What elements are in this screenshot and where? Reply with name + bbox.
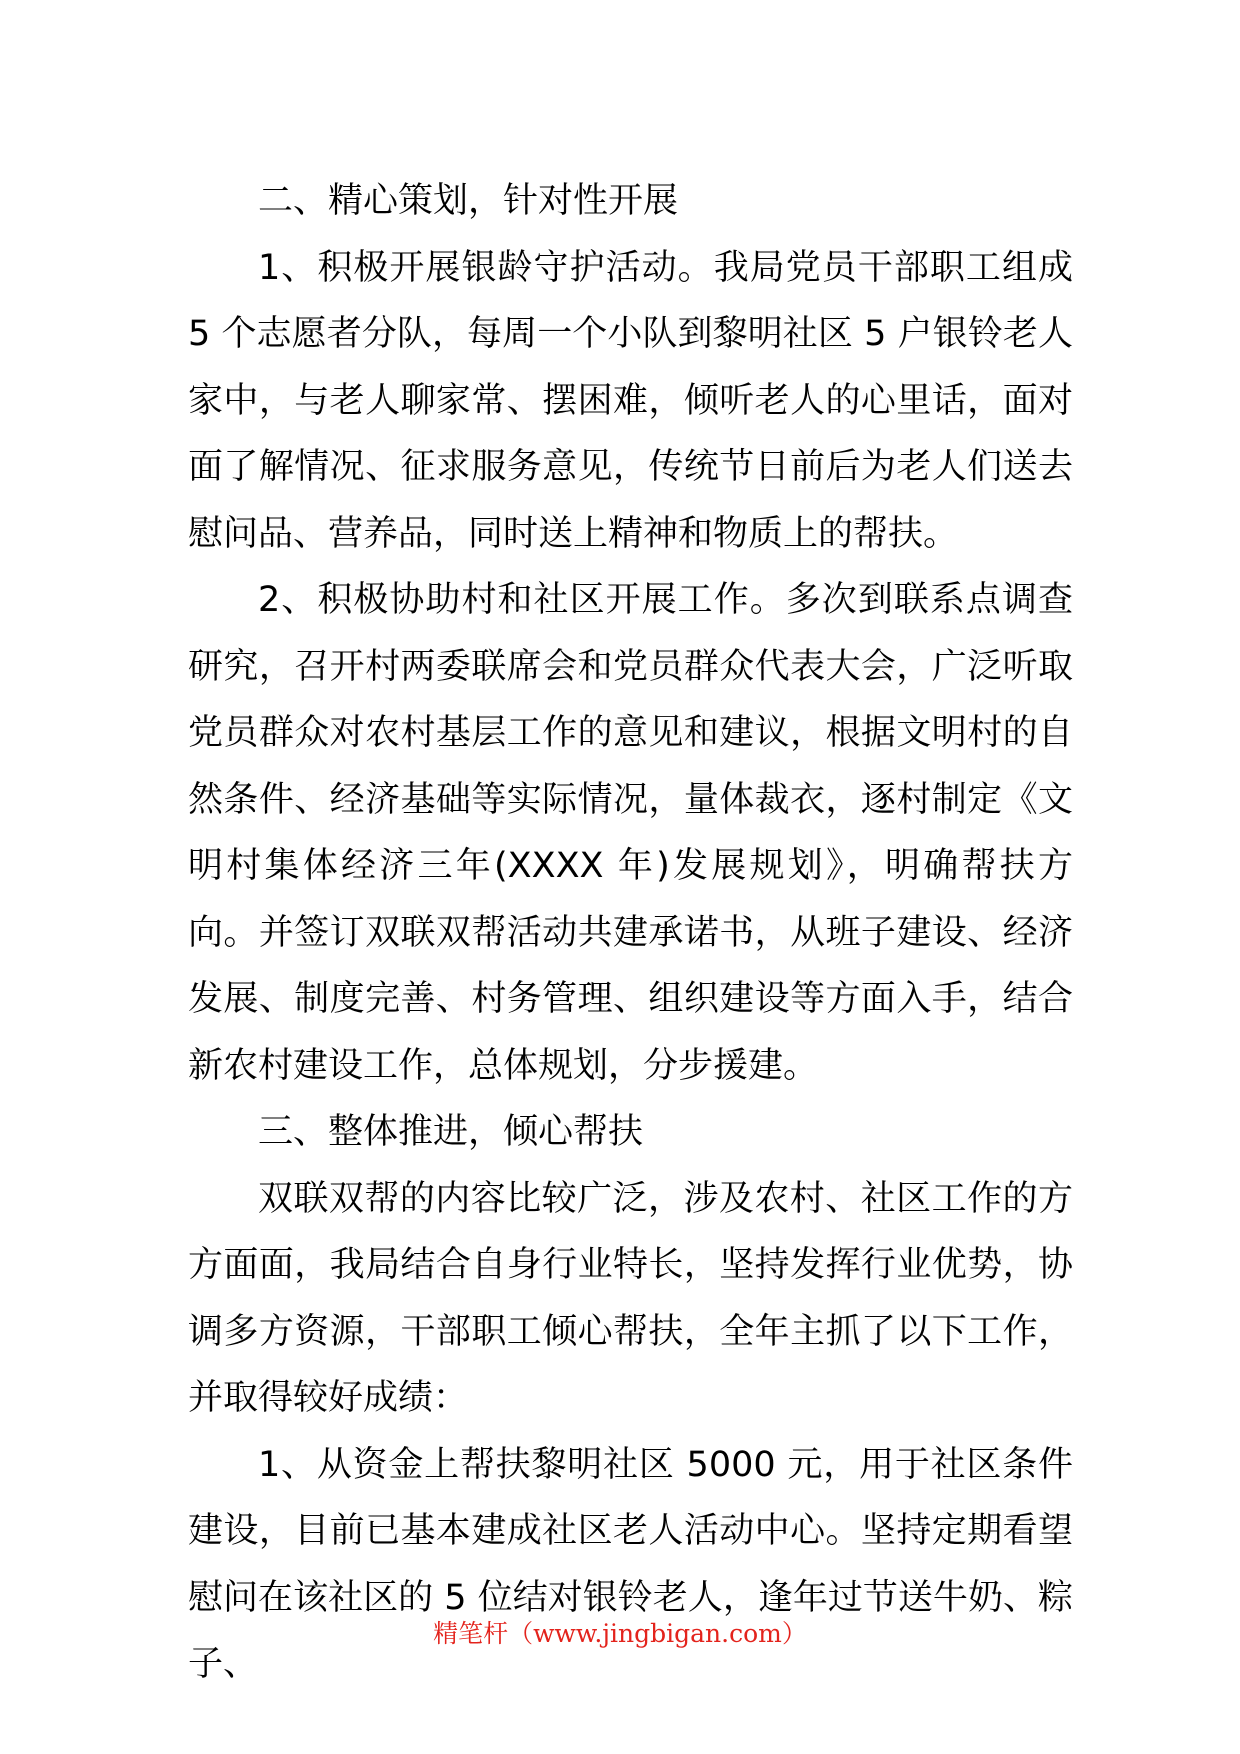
body-paragraph: 双联双帮的内容比较广泛，涉及农村、社区工作的方方面面，我局结合自身行业特长，坚持发挥行业优势，协调多方资源，干部职工倾心帮扶，全年主抓了以下工作，并取得较好成绩： bbox=[188, 1178, 1073, 1418]
body-paragraph: 1、从资金上帮扶黎明社区 5000 元，用于社区条件建设，目前已基本建成社区老人活动中心。坚持定期看望慰问在该社区的 5 位结对银铃老人，逢年过节送牛奶、粽子、 bbox=[188, 1444, 1073, 1684]
section-heading-3: 三、整体推进，倾心帮扶 bbox=[258, 1112, 644, 1152]
document-body bbox=[188, 168, 1073, 1698]
body-paragraph: 2、积极协助村和社区开展工作。多次到联系点调查研究，召开村两委联席会和党员群众代表大会，广泛听取党员群众对农村基层工作的意见和建议，根据文明村的自然条件、经济基础等实际情况，量体裁衣，逐村制定《文明村集体经济三年(XXXX 年)发展规划》，明确帮扶方向。并签订双联双帮活动共建承诺书，从班子建设、经济发展、制度完善、村务管理、组织建设等方面入手，结合新农村建设工作，总体规划，分步援建。 bbox=[188, 580, 1073, 1086]
section-heading-2: 二、精心策划，针对性开展 bbox=[258, 181, 679, 221]
footer-watermark: 精笔杆（www.jingbigan.com） bbox=[433, 1619, 807, 1648]
body-paragraph: 1、积极开展银龄守护活动。我局党员干部职工组成 5 个志愿者分队，每周一个小队到黎明社区 5 户银铃老人家中，与老人聊家常、摆困难，倾听老人的心里话，面对面了解情况、征求服务意见，传统节日前后为老人们送去慰问品、营养品，同时送上精神和物质上的帮扶。 bbox=[188, 247, 1073, 554]
